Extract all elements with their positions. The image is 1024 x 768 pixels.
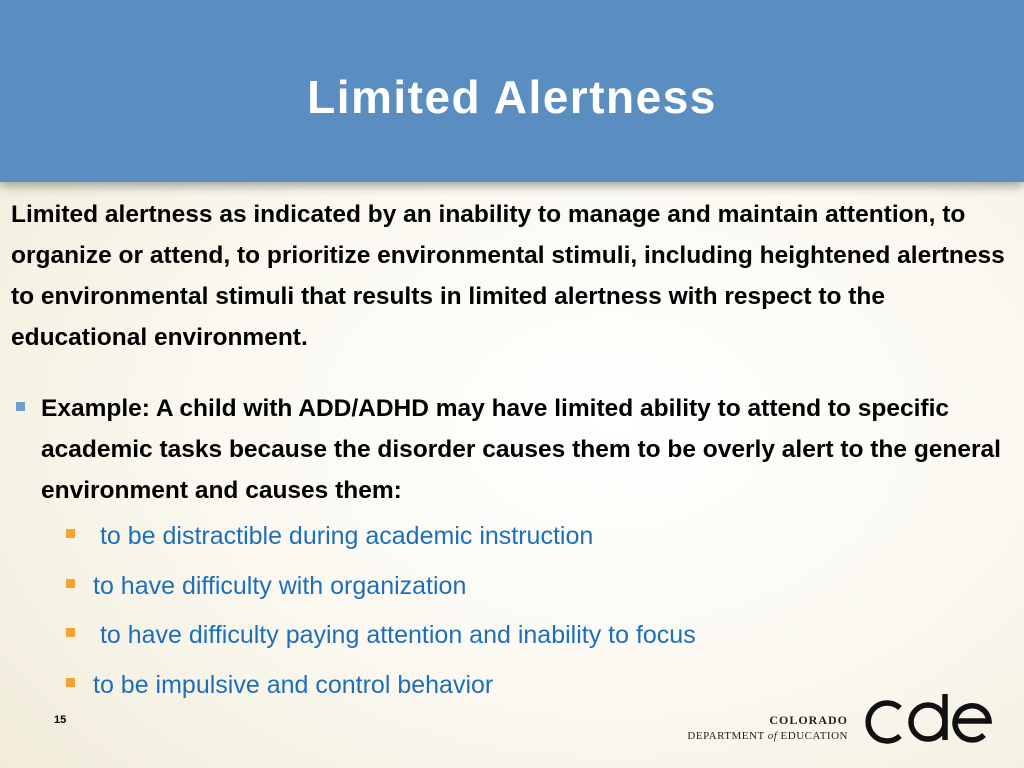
logo-wordmark <box>687 712 848 744</box>
logo-line-department: DEPARTMENT of EDUCATION <box>687 730 848 742</box>
sub-bullet-text: to have difficulty paying attention and inability to focus <box>93 621 696 649</box>
intro-paragraph: Limited alertness as indicated by an inability to manage and maintain attention, to organize or attend, to prioritize environmental stimuli, including heightened alertness to environmental stimuli that results in limited alertness with respect to the educational environment. <box>11 201 1005 351</box>
logo-line-colorado: COLORADO <box>769 713 848 727</box>
square-bullet-icon <box>16 402 25 411</box>
slide-title: Limited Alertness <box>307 71 717 123</box>
square-bullet-icon <box>66 529 75 538</box>
sub-bullet-text: to be impulsive and control behavior <box>93 670 494 699</box>
square-bullet-icon <box>66 628 75 637</box>
square-bullet-icon <box>66 579 75 588</box>
sub-bullet-text: to be distractible during academic instruction <box>93 522 594 550</box>
page-number: 15 <box>54 714 67 726</box>
square-bullet-icon <box>66 678 75 687</box>
sub-bullet-text: to have difficulty with organization <box>93 571 467 600</box>
sub-bullet-list <box>66 516 966 714</box>
example-bullet <box>16 388 1006 511</box>
example-text: Example: A child with ADD/ADHD may have limited ability to attend to specific academic tasks because the disorder causes them to be overly alert to the general environment and causes them: <box>41 395 1001 504</box>
cde-logo-icon <box>858 690 994 752</box>
list-item <box>66 566 966 616</box>
list-item <box>66 615 966 665</box>
title-banner <box>0 0 1024 182</box>
list-item <box>66 665 966 715</box>
list-item <box>66 516 966 566</box>
